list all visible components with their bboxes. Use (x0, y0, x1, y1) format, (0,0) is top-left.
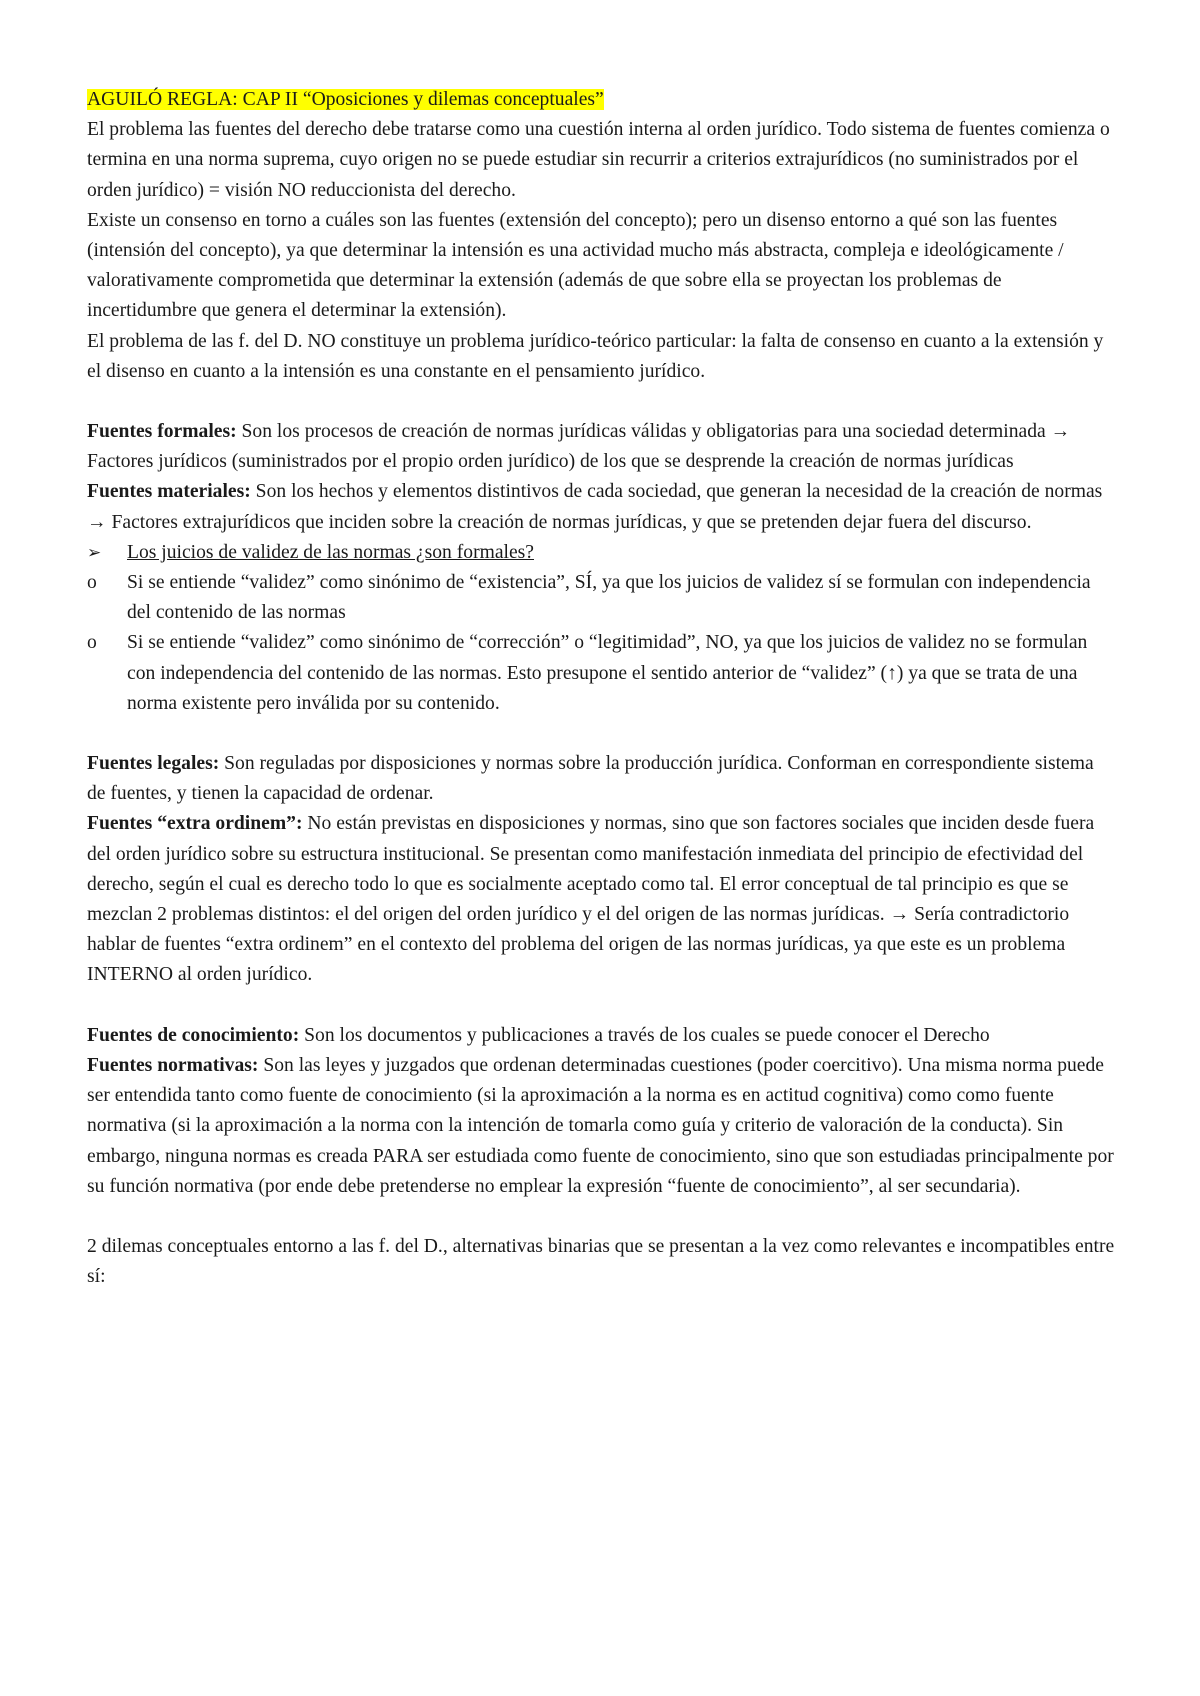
text-materiales: Son los hechos y elementos distintivos de cada sociedad, que generan la necesidad de la creación de normas → Factores extrajurídicos que inciden sobre la creación de normas jurídicas, y que se pretenden dejar fuera del discurso. (87, 481, 1103, 533)
intro-paragraph-3: El problema de las f. del D. NO constituye un problema jurídico-teórico particular: la falta de consenso en cuanto a la extensión y el disenso en cuanto a la intensión es una constante en el pensamiento jurídico. (87, 330, 1104, 382)
text-normativas: Son las leyes y juzgados que ordenan determinadas cuestiones (poder coercitivo). Una misma norma puede ser entendida tanto como fuente de conocimiento (si la aproximación a la norma es en actitud cognitiva) como como fuente normativa (si la aproximación a la norma con la intención de tomarla como guía y criterio de valoración de la conducta). Sin embargo, ninguna normas es creada PARA ser estudiada como fuente de conocimiento, sino que son estudiadas principalmente por su función normativa (por ende debe pretenderse no emplear la expresión “fuente de conocimiento”, al ser secundaria). (87, 1054, 1114, 1197)
list-item-question (87, 538, 1115, 568)
definition-materiales (87, 477, 1115, 537)
term-extra-ordinem: Fuentes “extra ordinem”: (87, 813, 303, 835)
definition-formales (87, 417, 1115, 477)
spacer (87, 991, 1115, 1021)
definition-extra-ordinem (87, 809, 1115, 990)
text-formales: Son los procesos de creación de normas jurídicas válidas y obligatorias para una sociedad determinada → Factores jurídicos (suministrados por el propio orden jurídico) de los que se desprende la creación de normas jurídicas (87, 421, 1071, 473)
bullet-text: Si se entiende “validez” como sinónimo de “corrección” o “legitimidad”, NO, ya que los juicios de validez no se formulan con independencia del contenido de las normas. Esto presupone el sentido anterior de “validez” (↑) ya que se trata de una norma existente pero inválida por su contenido. (127, 632, 1088, 714)
definition-normativas (87, 1051, 1115, 1202)
term-normativas: Fuentes normativas: (87, 1054, 259, 1076)
text-legales: Son reguladas por disposiciones y normas sobre la producción jurídica. Conforman en correspondiente sistema de fuentes, y tienen la capacidad de ordenar. (87, 753, 1094, 805)
intro-paragraph-1: El problema las fuentes del derecho debe tratarse como una cuestión interna al orden jurídico. Todo sistema de fuentes comienza o termina en una norma suprema, cuyo origen no se puede estudiar sin recurrir a criterios extrajurídicos (no suministrados por el orden jurídico) = visión NO reduccionista del derecho. (87, 119, 1110, 201)
validity-list (87, 538, 1115, 719)
spacer (87, 719, 1115, 749)
circle-bullet-icon: o (87, 632, 97, 654)
bullet-text: Si se entiende “validez” como sinónimo de “existencia”, SÍ, ya que los juicios de validez sí se formulan con independencia del contenido de las normas (127, 572, 1091, 624)
term-conocimiento: Fuentes de conocimiento: (87, 1024, 300, 1046)
term-legales: Fuentes legales: (87, 753, 220, 775)
term-formales: Fuentes formales: (87, 421, 237, 443)
circle-bullet-icon: o (87, 572, 97, 594)
intro-paragraph-2: Existe un consenso en torno a cuáles son las fuentes (extensión del concepto); pero un disenso entorno a qué son las fuentes (intensión del concepto), ya que determinar la intensión es una actividad mucho más abstracta, compleja e ideológicamente / valorativamente comprometida que determinar la extensión (además de que sobre ella se proyectan los problemas de incertidumbre que genera el determinar la extensión). (87, 209, 1064, 322)
arrow-bullet-icon: ➢ (87, 542, 102, 562)
closing-paragraph: 2 dilemas conceptuales entorno a las f. del D., alternativas binarias que se presentan a la vez como relevantes e incompatibles entre sí: (87, 1235, 1115, 1288)
text-extra-ordinem: No están previstas en disposiciones y normas, sino que son factores sociales que inciden desde fuera del orden jurídico sobre su estructura institucional. Se presentan como manifestación inmediata del principio de efectividad del derecho, según el cual es derecho todo lo que es socialmente aceptado como tal. El error conceptual de tal principio es que se mezclan 2 problemas distintos: el del origen del orden jurídico y el del origen de las normas jurídicas. → Sería contradictorio hablar de fuentes “extra ordinem” en el contexto del problema del origen de las normas jurídicas, ya que este es un problema INTERNO al orden jurídico. (87, 813, 1095, 986)
list-item (87, 568, 1115, 628)
spacer (87, 387, 1115, 417)
document-title (87, 85, 1115, 115)
list-item (87, 628, 1115, 719)
title-highlight: AGUILÓ REGLA: CAP II “Oposiciones y dilemas conceptuales” (87, 89, 604, 110)
question-text: Los juicios de validez de las normas ¿son formales? (127, 541, 534, 563)
definition-conocimiento (87, 1021, 1115, 1051)
definition-legales (87, 749, 1115, 809)
spacer (87, 1202, 1115, 1232)
text-conocimiento: Son los documentos y publicaciones a través de los cuales se puede conocer el Derecho (299, 1024, 990, 1046)
term-materiales: Fuentes materiales: (87, 481, 251, 503)
